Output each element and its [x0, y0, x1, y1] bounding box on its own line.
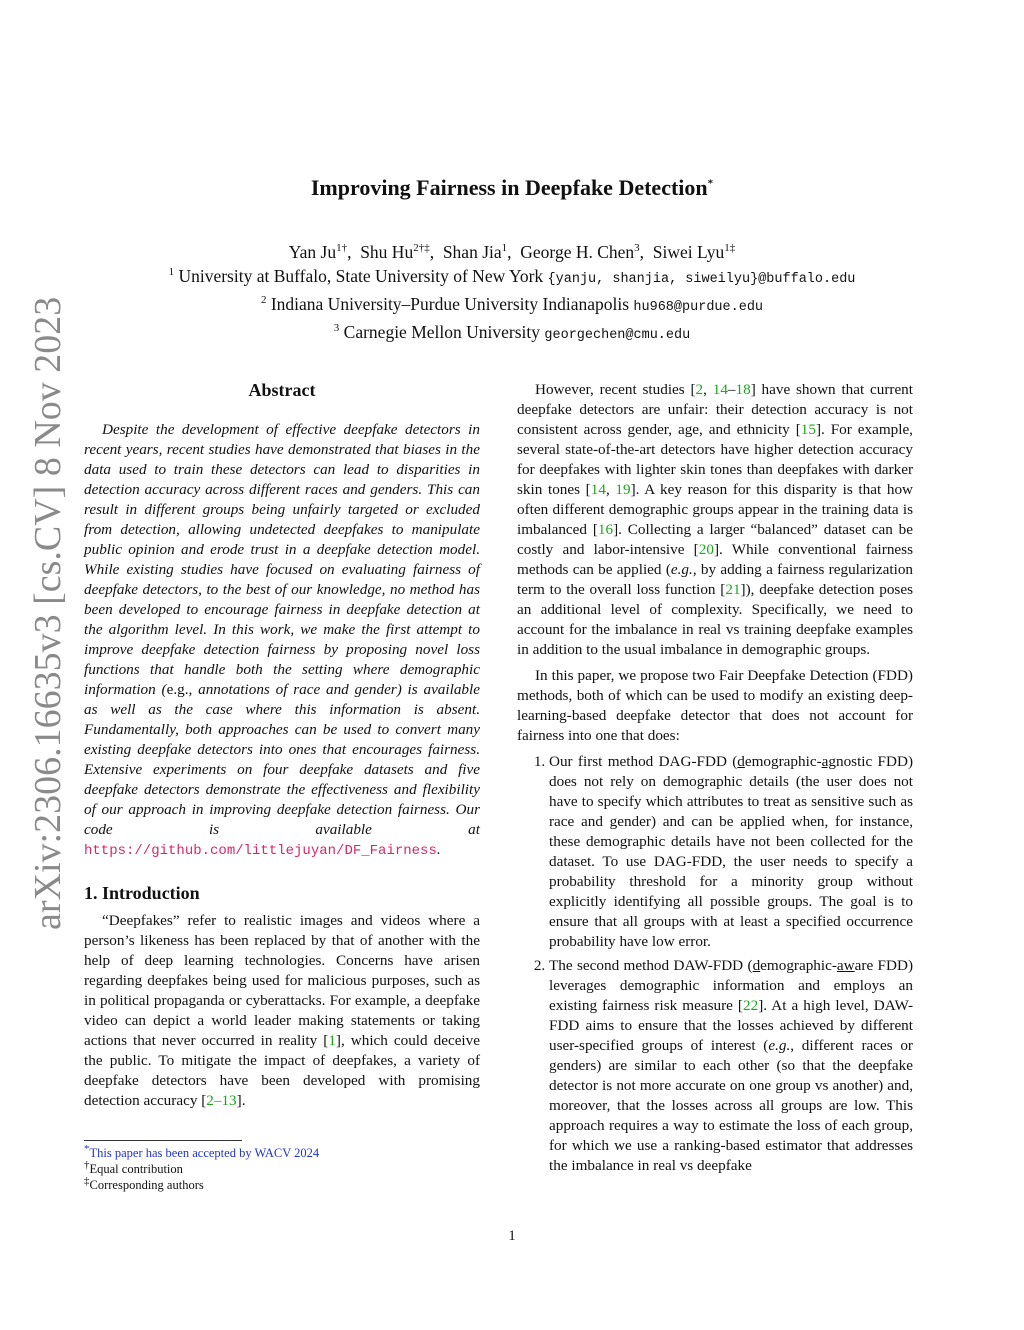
underlined-text: ag — [821, 753, 836, 770]
citation-link[interactable]: 14 — [712, 381, 728, 398]
page-number: 1 — [508, 1228, 516, 1244]
text-run: ] have shown that current deepfake detectors are unfair: their detection accuracy is not consistent across gender, age, and ethnicity [ — [517, 381, 914, 438]
text-run: However, recent studies [ — [535, 381, 696, 398]
author-line: Yan $Ju^{1\dagger}$, Shu $Hu^{2\dagger\ddagger}$, Shan Jia$^1$, George H. Chen$^3$, Siwei Lyu$^{1\ddagger}$ — [288, 242, 736, 262]
email: georgechen@cmu.edu — [544, 328, 691, 343]
italic-text: e.g. — [670, 561, 693, 578]
citation-link[interactable]: 15 — [800, 421, 816, 438]
citation-link[interactable]: 1 — [328, 1032, 336, 1049]
text-run: nostic FDD) does not rely on demographic details (the user does not have to specify which attributes to treat as sensitive such as race and gender) and can be applied when, for instance, these demographic details have not been collected for the dataset. To use DAG-FDD, the user needs to specify a probability threshold for a minority group without explicitly identifying all possible groups. The goal is to ensure that all groups with at least a specified occurrence probability have low error. — [549, 753, 913, 950]
text-run: Our first method DAG-FDD ( — [549, 753, 738, 770]
email: {yanju, shanjia, siweilyu}@buffalo.edu — [547, 272, 856, 287]
list-item — [549, 752, 913, 952]
underlined-text: aw — [836, 957, 855, 974]
citation-link[interactable]: 2–13 — [206, 1092, 237, 1109]
text-run: , — [605, 481, 616, 498]
citation-link[interactable]: 21 — [725, 581, 741, 598]
author-name: George H. Chen — [520, 242, 635, 262]
right-paragraph-1 — [517, 380, 913, 660]
citation-link[interactable]: 22 — [743, 997, 759, 1014]
citation-link[interactable]: 18 — [735, 381, 751, 398]
citation-link[interactable]: 2 — [695, 381, 704, 398]
underlined-text: d — [737, 753, 745, 770]
right-column — [517, 380, 913, 1180]
citation-link[interactable]: 19 — [615, 481, 631, 498]
author-name: Shan Jia — [442, 242, 502, 262]
paper-title — [0, 175, 1024, 201]
methods-list — [517, 752, 913, 1176]
text-run: ]. Collecting a larger “balanced” dataset can be costly and labor-intensive [ — [517, 521, 913, 558]
text-run: – — [727, 381, 736, 398]
author-block — [0, 240, 1024, 348]
footnote: *This paper has been accepted by WACV 2024 — [84, 1142, 320, 1160]
text-run: ]. At a high level, DAW-FDD aims to ensure that the losses achieved by different user-specified groups of interest ( — [549, 997, 914, 1054]
affiliation-1: $^1$ University at Buffalo, State University of New York {yanju, shanjia, siweilyu}@buffalo.edu — [168, 266, 856, 287]
italic-text: e.g. — [768, 1037, 791, 1054]
intro-paragraph: “Deepfakes” refer to realistic images and videos where a person’s likeness has been replaced by that of another with the help of deep learning technologies. Concerns have arisen regarding deepfakes being used for malicious purposes, such as in political propaganda or cyberattacks. For example, a deepfake video can depict a world leader making statements or taking actions that never occurred in reality [1], which could deceive the public. To mitigate the impact of deepfakes, a variety of deepfake detectors have been developed with promising detection accuracy [2–13]. — [84, 912, 480, 1109]
text-run: are FDD) leverages demographic information and employs an existing fairness risk measure [ — [549, 957, 913, 1014]
list-item — [549, 956, 913, 1176]
arxiv-identifier-text: arXiv:2306.16635v3 [cs.CV] 8 Nov 2023 — [27, 296, 68, 930]
text-run: emographic- — [760, 957, 837, 974]
citation-link[interactable]: 20 — [698, 541, 714, 558]
text-run: The second method DAW-FDD ( — [549, 957, 753, 974]
text-run: ]. While conventional fairness methods can be applied ( — [517, 541, 913, 578]
citation-link[interactable]: 14 — [590, 481, 606, 498]
citation-link[interactable]: 16 — [597, 521, 614, 538]
affiliation-2: $^2$ Indiana University–Purdue University Indianapolis hu968@purdue.edu — [260, 294, 764, 315]
footnote: †Equal contribution — [84, 1158, 183, 1176]
text-run: , — [703, 381, 713, 398]
left-column — [84, 380, 480, 1111]
footnote: ‡Corresponding authors — [84, 1174, 204, 1192]
right-paragraph-2: In this paper, we propose two Fair Deepfake Detection (FDD) methods, both of which can be used to modify an existing deep-learning-based deepfake detector that does not account for fairness into one that does: — [517, 667, 913, 744]
text-run: emographic- — [744, 753, 822, 770]
author-name: Yan Ju — [288, 242, 337, 262]
intro-heading: 1. Introduction — [84, 883, 200, 903]
footnotes — [84, 1140, 480, 1193]
code-link[interactable]: https://github.com/littlejuyan/DF_Fairness — [84, 843, 437, 859]
text-run: , by adding a fairness regularization term to the overall loss function [ — [517, 561, 914, 598]
footnote-rule — [84, 1140, 242, 1141]
paper-title-text: Improving Fairness in Deepfake Detection — [310, 175, 708, 200]
author-name: Shu Hu — [360, 242, 414, 262]
abstract-heading: Abstract — [248, 380, 316, 400]
underlined-text: d — [752, 957, 761, 974]
abstract-body: Despite the development of effective deepfake detectors in recent years, recent studies have demonstrated that biases in the data used to train these detectors can lead to disparities in detection accuracy across different races and genders. This can result in different groups being unfairly targeted or excluded from detection, allowing undetected deepfakes to manipulate public opinion and erode trust in a deepfake detection model. While existing studies have focused on evaluating fairness of deepfake detectors, to the best of our knowledge, no method has been developed to encourage fairness in deepfake detection at the algorithm level. In this work, we make the first attempt to improve deepfake detection fairness by proposing novel loss functions that handle both the setting where demographic information (e.g., annotations of race and gender) is available as well as the case where this information is absent. Fundamentally, both approaches can be used to convert many existing deepfake detectors into ones that encourages fairness. Extensive experiments on four deepfake datasets and five deepfake detectors demonstrate the effectiveness and flexibility of our approach in improving deepfake detection fairness. Our code is available at https://github.com/littlejuyan/DF_Fairness. — [84, 421, 480, 859]
author-name: Siwei Lyu — [652, 242, 725, 262]
text-run: ]), deepfake detection poses an additional level of complexity. Specifically, we need to account for the imbalance in real vs training deepfake examples in addition to the usual imbalance in demographic groups. — [517, 581, 913, 658]
text-run: ]. For example, several state-of-the-art detectors have higher detection accuracy for deepfakes with lighter skin tones than deepfakes with darker skin tones [ — [517, 421, 913, 498]
text-run: ]. A key reason for this disparity is that how often different demographic groups appear in the training data is imbalanced [ — [517, 481, 914, 538]
affiliation-3: $^3$ Carnegie Mellon University georgechen@cmu.edu — [333, 322, 691, 343]
title-footnote-mark: * — [707, 177, 714, 190]
text-run: , different races or genders) are similar to each other (so that the deepfake detector is not more accurate on one group vs another) and, moreover, that the losses across all groups are low. This approach requires a way to estimate the loss of each group, for which we use a ranking-based estimator that addresses the imbalance in real vs deepfake — [549, 1037, 913, 1174]
email: hu968@purdue.edu — [633, 300, 764, 315]
